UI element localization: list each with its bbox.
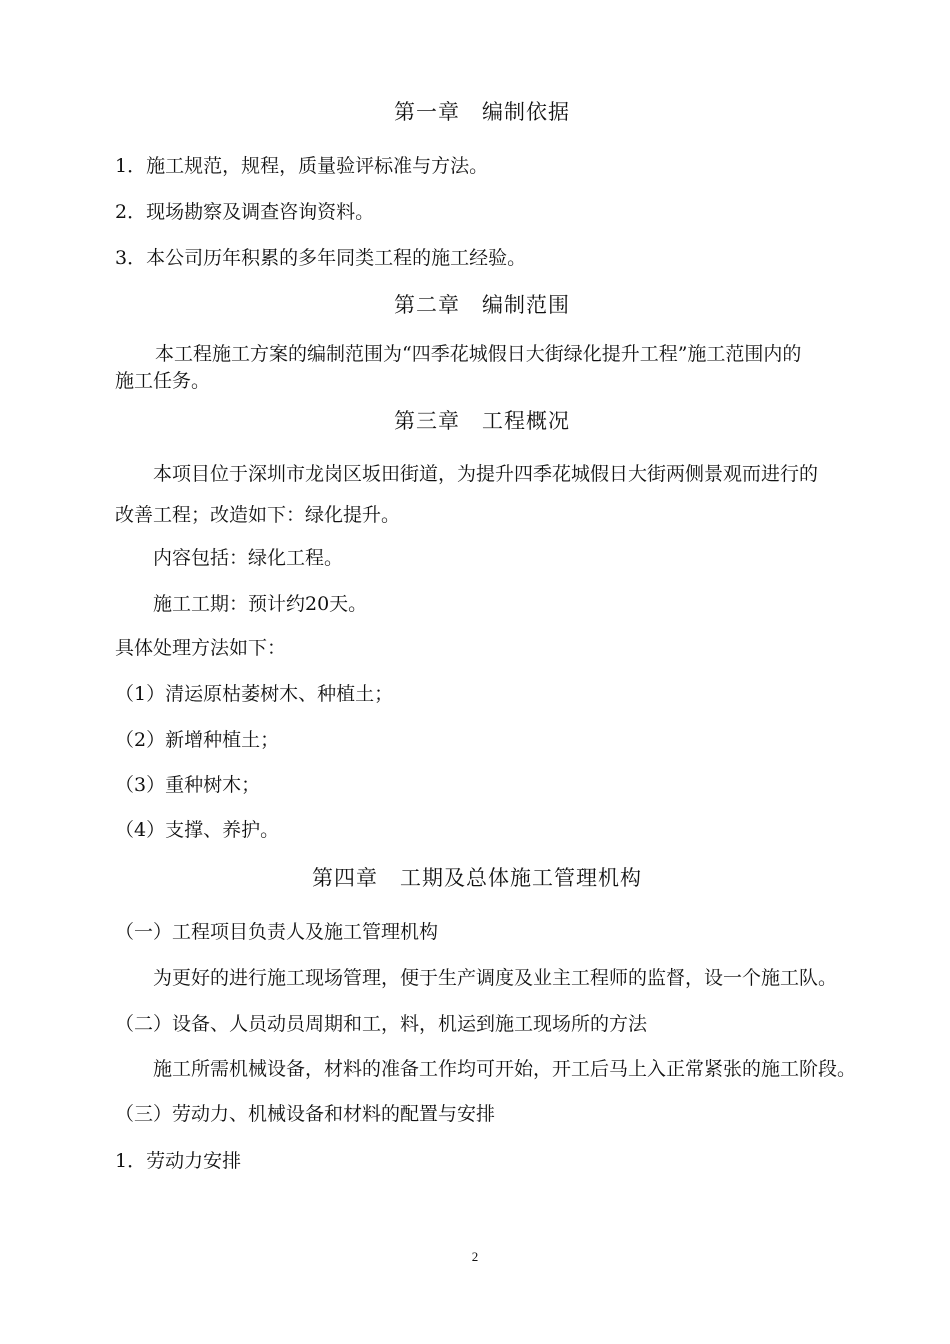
list-item: （4）支撑、养护。 (115, 819, 280, 841)
paragraph-line: 本项目位于深圳市龙岗区坂田街道，为提升四季花城假日大街两侧景观而进行的 (153, 463, 819, 485)
page-number: 2 (471, 1249, 479, 1264)
list-item: 2．现场勘察及调查咨询资料。 (115, 201, 375, 223)
list-item: （1）清运原枯萎树木、种植土； (115, 683, 394, 705)
paragraph-line: 施工所需机械设备，材料的准备工作均可开始，开工后马上入正常紧张的施工阶段。 (153, 1058, 857, 1080)
paragraph-line: 施工任务。 (115, 370, 211, 392)
section-title: （一）工程项目负责人及施工管理机构 (115, 921, 439, 943)
section-title: （二）设备、人员动员周期和工，料，机运到施工现场所的方法 (115, 1013, 648, 1035)
content-line: 内容包括：绿化工程。 (153, 547, 344, 569)
methods-intro: 具体处理方法如下： (115, 637, 287, 659)
chapter-2-heading: 第二章 编制范围 (394, 293, 570, 317)
section-title: （三）劳动力、机械设备和材料的配置与安排 (115, 1103, 496, 1125)
chapter-4-heading: 第四章 工期及总体施工管理机构 (312, 866, 642, 890)
list-item: 1．劳动力安排 (115, 1150, 242, 1172)
paragraph-line: 为更好的进行施工现场管理，便于生产调度及业主工程师的监督，设一个施工队。 (153, 967, 838, 989)
paragraph-line: 本工程施工方案的编制范围为“四季花城假日大街绿化提升工程”施工范围内的 (155, 343, 802, 365)
paragraph-line: 改善工程；改造如下：绿化提升。 (115, 504, 401, 526)
chapter-3-heading: 第三章 工程概况 (394, 409, 570, 433)
chapter-1-heading: 第一章 编制依据 (394, 100, 570, 124)
list-item: 1．施工规范，规程，质量验评标准与方法。 (115, 155, 489, 177)
duration-line: 施工工期：预计约20天。 (153, 593, 368, 615)
list-item: （3）重种树木； (115, 774, 261, 796)
list-item: 3．本公司历年积累的多年同类工程的施工经验。 (115, 247, 527, 269)
list-item: （2）新增种植土； (115, 729, 280, 751)
